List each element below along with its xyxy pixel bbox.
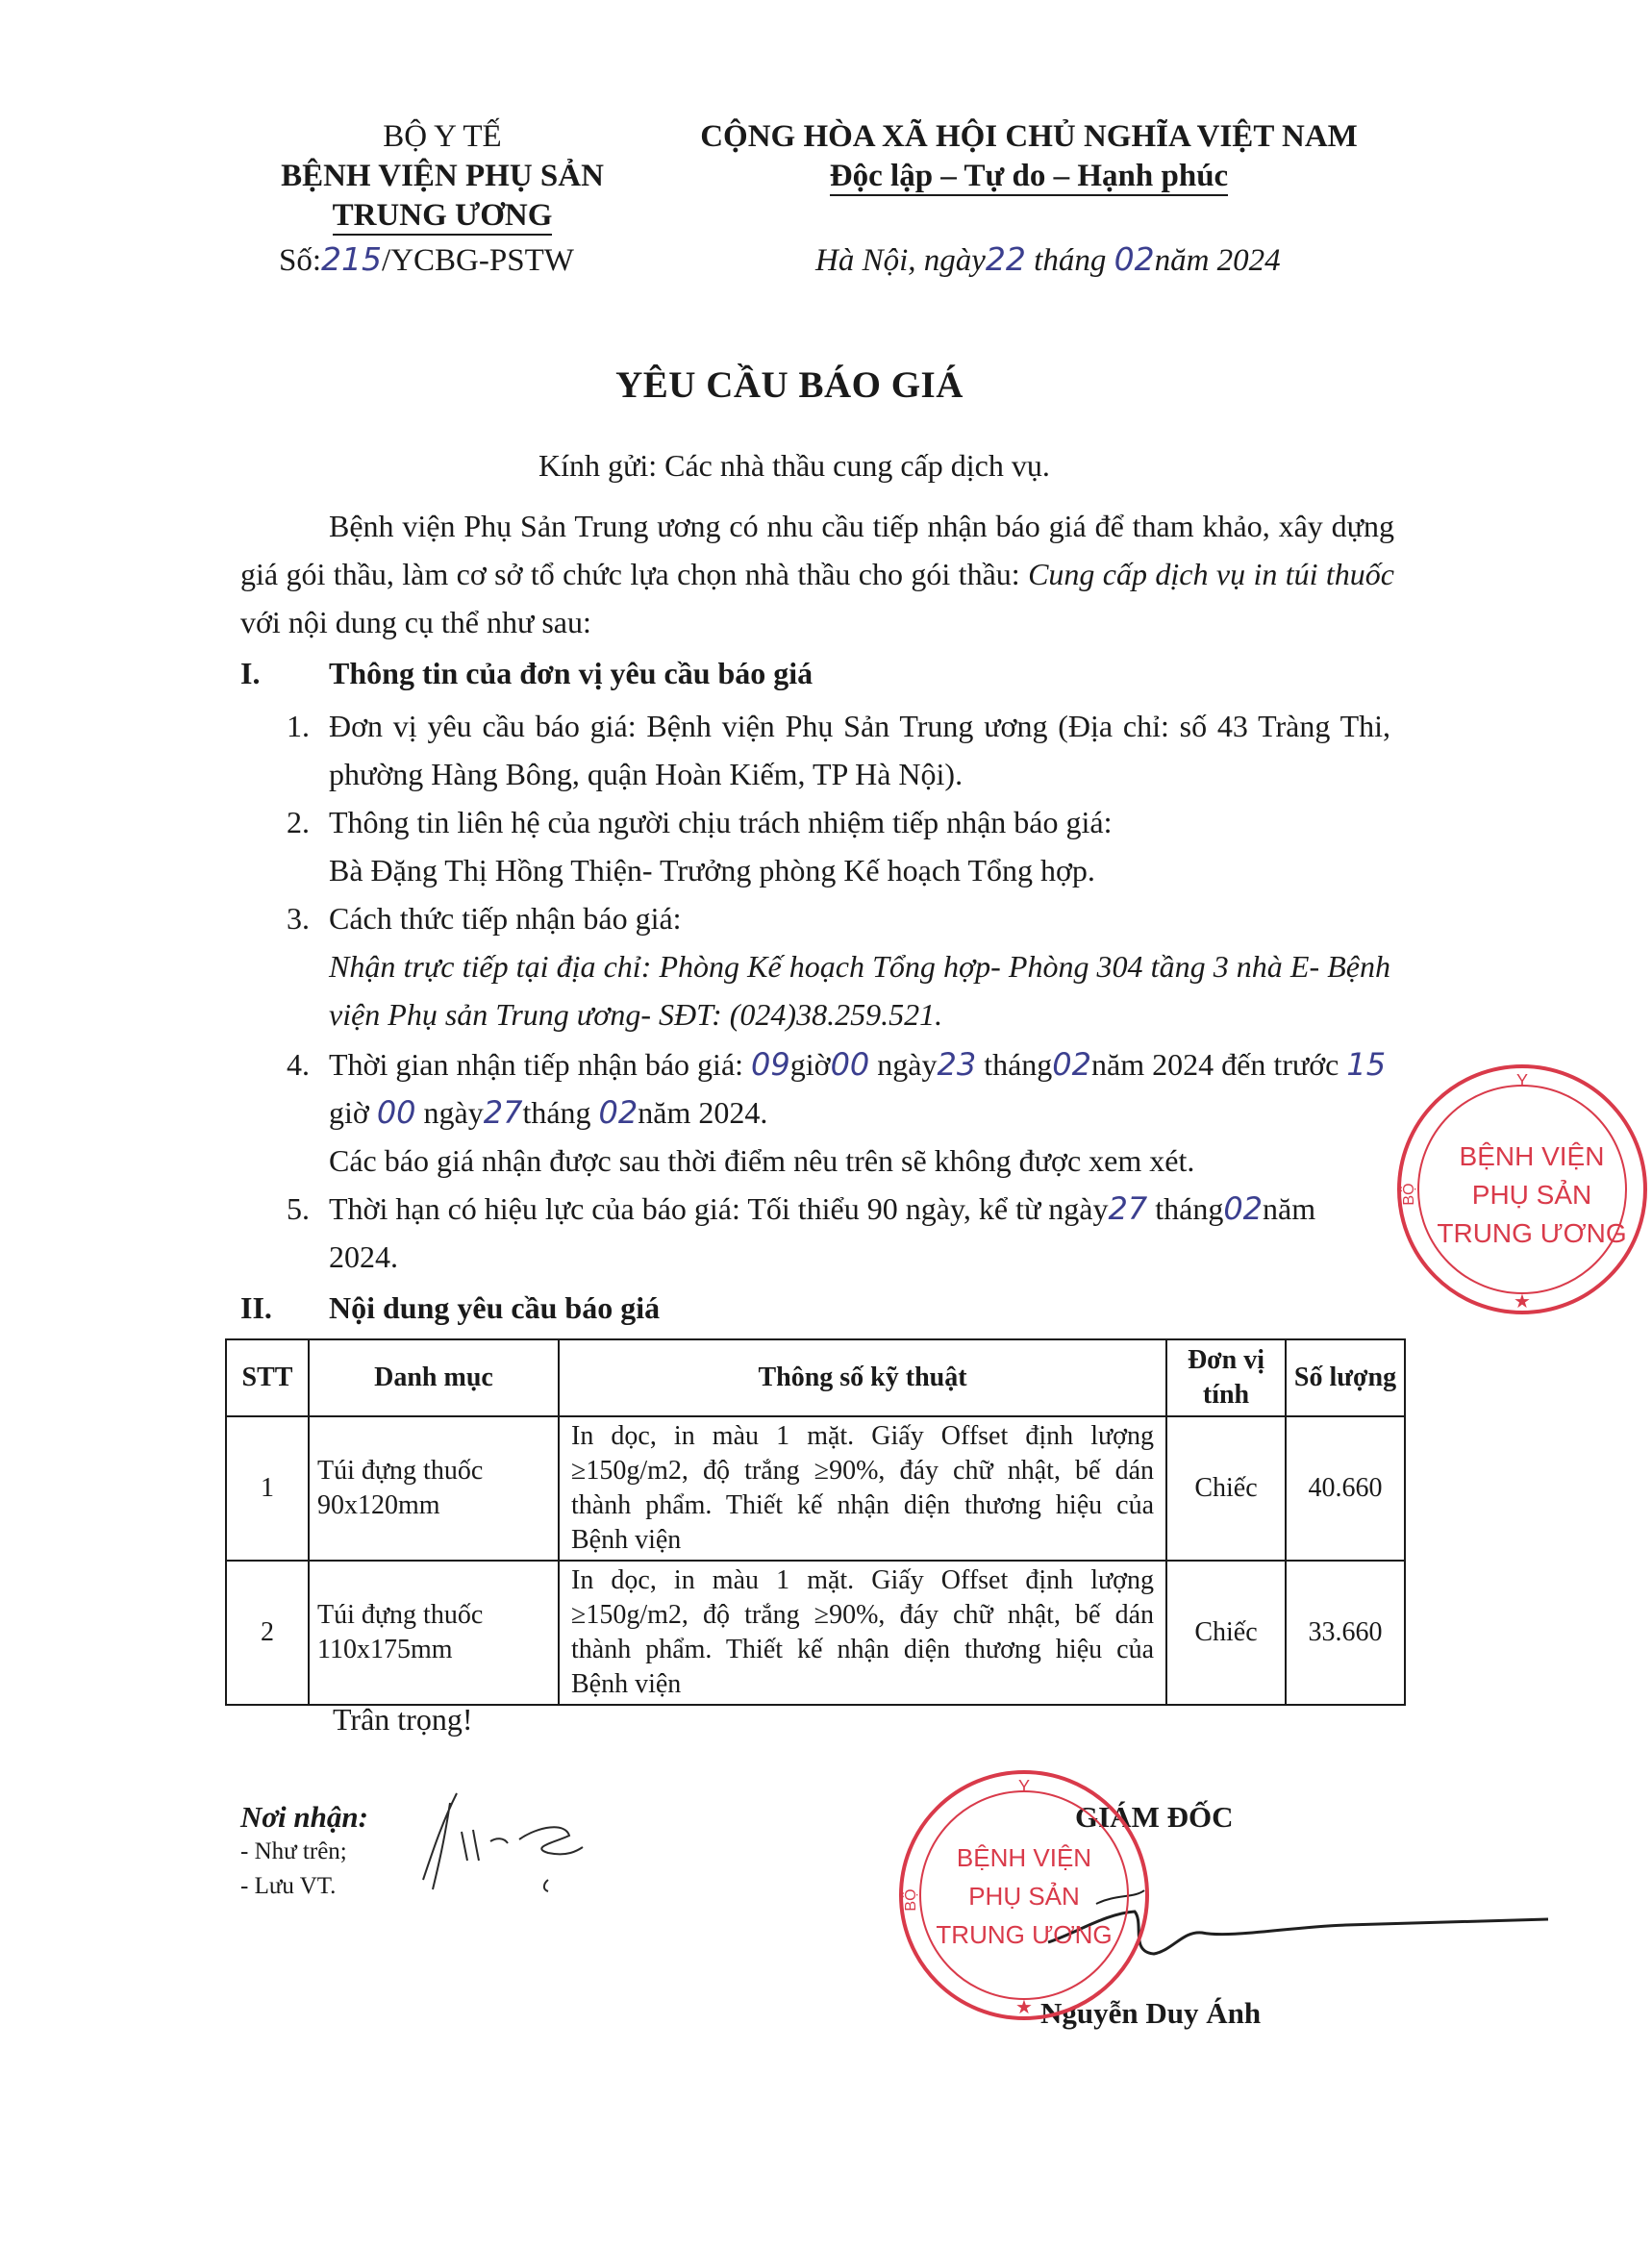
info-item-2 <box>240 798 1394 894</box>
cell-spec: In dọc, in màu 1 mặt. Giấy Offset định lượng ≥150g/m2, độ trắng ≥90%, đáy chữ nhật, bế dán thành phẩm. Thiết kế nhận diện thương hiệu của Bệnh viện <box>559 1561 1166 1705</box>
cell-stt: 1 <box>226 1416 309 1561</box>
section-1-number: I. <box>240 656 261 690</box>
document-title: YÊU CẦU BÁO GIÁ <box>615 364 964 406</box>
time-text: năm 2024 đến trước <box>1091 1047 1347 1082</box>
col-header-unit: Đơn vị tính <box>1166 1339 1286 1416</box>
item-number: 1. <box>287 709 310 743</box>
time-text: ngày <box>869 1047 938 1082</box>
validity-text: tháng <box>1147 1191 1224 1226</box>
item-text: Đơn vị yêu cầu báo giá: Bệnh viện Phụ Sản Trung ương (Địa chỉ: số 43 Tràng Thi, phường Hàng Bông, quận Hoàn Kiếm, TP Hà Nội). <box>329 709 1390 791</box>
info-item-4 <box>240 1040 1394 1185</box>
doc-number-handwritten: 215 <box>321 240 383 278</box>
cell-spec: In dọc, in màu 1 mặt. Giấy Offset định lượng ≥150g/m2, độ trắng ≥90%, đáy chữ nhật, bế dán thành phẩm. Thiết kế nhận diện thương hiệu của Bệnh viện <box>559 1416 1166 1561</box>
deadline-note: Các báo giá nhận được sau thời điểm nêu trên sẽ không được xem xét. <box>329 1143 1195 1178</box>
date-year: năm 2024 <box>1154 243 1281 278</box>
document-number <box>279 240 574 279</box>
official-seal <box>894 1765 1154 2025</box>
item-number: 4. <box>287 1047 310 1082</box>
seal-side-text: BỘ <box>1401 1183 1417 1206</box>
handwritten-hour: 09 <box>751 1046 790 1083</box>
reception-address: Nhận trực tiếp tại địa chỉ: Phòng Kế hoạch Tổng hợp- Phòng 304 tầng 3 nhà E- Bệnh viện Phụ sản Trung ương- SĐT: (024)38.259.521. <box>329 949 1390 1032</box>
package-name: Cung cấp dịch vụ in túi thuốc <box>1028 557 1395 591</box>
item-text: Thông tin liên hệ của người chịu trách nhiệm tiếp nhận báo giá: <box>329 805 1113 839</box>
seal-line-2: PHỤ SẢN <box>1471 1180 1592 1210</box>
table-row <box>226 1561 1405 1705</box>
initials-signature <box>404 1784 587 1899</box>
handwritten-day: 27 <box>1108 1190 1148 1227</box>
recipient-item: - Như trên; <box>240 1838 347 1864</box>
time-text: giờ <box>789 1047 831 1082</box>
salutation: Kính gửi: Các nhà thầu cung cấp dịch vụ. <box>538 448 1050 483</box>
handwritten-day: 23 <box>937 1046 977 1083</box>
item-text: Cách thức tiếp nhận báo giá: <box>329 901 682 936</box>
cell-item <box>309 1416 559 1561</box>
handwritten-month: 02 <box>598 1094 638 1131</box>
handwritten-minute: 00 <box>376 1094 416 1131</box>
cell-unit: Chiếc <box>1166 1416 1286 1561</box>
quote-request-table <box>225 1338 1406 1706</box>
validity-text: Thời hạn có hiệu lực của báo giá: Tối thiểu 90 ngày, kể từ ngày <box>329 1191 1109 1226</box>
director-name: Nguyễn Duy Ánh <box>1040 1996 1262 2030</box>
date-month-label: tháng <box>1034 243 1107 278</box>
seal-line-1: BỆNH VIỆN <box>956 1843 1092 1872</box>
intro-paragraph <box>240 502 1394 646</box>
col-header-spec: Thông số kỹ thuật <box>559 1339 1166 1416</box>
seal-star: ★ <box>1514 1289 1531 1312</box>
handwritten-month: 02 <box>1052 1046 1092 1083</box>
item-number: 2. <box>287 805 310 839</box>
seal-star: ★ <box>1015 1995 1033 2018</box>
date-month-handwritten: 02 <box>1114 240 1155 278</box>
section-2-heading <box>240 1290 1394 1338</box>
recipient-item: - Lưu VT. <box>240 1873 337 1899</box>
time-text: năm 2024. <box>638 1095 768 1130</box>
hospital-name-line2: TRUNG ƯƠNG <box>333 198 553 236</box>
date-place-label: Hà Nội, ngày <box>815 243 986 278</box>
table-header-row <box>226 1339 1405 1416</box>
issuer-block <box>231 117 654 236</box>
reception-time <box>329 1040 1390 1137</box>
director-title: GIÁM ĐỐC <box>1075 1800 1234 1834</box>
section-2-title: Nội dung yêu cầu báo giá <box>329 1290 661 1325</box>
time-text: giờ <box>329 1095 377 1130</box>
table-row <box>226 1416 1405 1561</box>
contact-person: Bà Đặng Thị Hồng Thiện- Trưởng phòng Kế hoạch Tổng hợp. <box>329 853 1095 888</box>
section-1-heading <box>240 656 1394 704</box>
item-number: 5. <box>287 1191 310 1226</box>
col-header-item: Danh mục <box>309 1339 559 1416</box>
cell-item <box>309 1561 559 1705</box>
item-size: 90x120mm <box>317 1490 440 1520</box>
col-header-stt: STT <box>226 1339 309 1416</box>
country-name: CỘNG HÒA XÃ HỘI CHỦ NGHĨA VIỆT NAM <box>700 119 1358 154</box>
time-text: tháng <box>976 1047 1053 1082</box>
time-text: tháng <box>522 1095 599 1130</box>
item-name: Túi đựng thuốc <box>317 1600 484 1630</box>
intro-text: Bệnh viện Phụ Sản Trung ương có nhu cầu tiếp nhận báo giá để tham khảo, xây dựng giá gói thầu, làm cơ sở tổ chức lựa chọn nhà thầu cho gói thầu: <box>240 509 1394 591</box>
seal-line-1: BỆNH VIỆN <box>1459 1141 1605 1171</box>
info-item-5 <box>240 1185 1394 1281</box>
date-day-handwritten: 22 <box>985 240 1026 278</box>
cell-qty: 40.660 <box>1286 1416 1405 1561</box>
seal-side-text: BỘ <box>903 1888 919 1912</box>
seal-line-2: PHỤ SẢN <box>968 1882 1080 1911</box>
validity-period <box>329 1185 1390 1281</box>
seal-line-3: TRUNG ƯƠNG <box>936 1920 1113 1949</box>
info-item-3 <box>240 894 1394 1038</box>
national-header <box>654 117 1404 196</box>
intro-tail: với nội dung cụ thể như sau: <box>240 605 591 639</box>
handwritten-month: 02 <box>1223 1190 1264 1227</box>
doc-number-prefix: Số: <box>279 243 322 278</box>
time-text: ngày <box>415 1095 484 1130</box>
handwritten-day: 27 <box>483 1094 523 1131</box>
section-2-number: II. <box>240 1290 272 1325</box>
recipients-label: Nơi nhận: <box>240 1800 368 1834</box>
col-header-qty: Số lượng <box>1286 1339 1405 1416</box>
item-name: Túi đựng thuốc <box>317 1456 484 1486</box>
cell-unit: Chiếc <box>1166 1561 1286 1705</box>
seal-top-letter: Y <box>1017 1777 1031 1796</box>
national-motto: Độc lập – Tự do – Hạnh phúc <box>830 159 1228 196</box>
item-size: 110x175mm <box>317 1635 453 1664</box>
info-item-1 <box>240 702 1394 798</box>
seal-line-3: TRUNG ƯƠNG <box>1437 1218 1627 1248</box>
item-number: 3. <box>287 901 310 936</box>
seal-top-letter: Y <box>1515 1071 1529 1090</box>
ministry-name: BỘ Y TẾ <box>383 119 502 154</box>
closing-remark: Trân trọng! <box>333 1702 473 1737</box>
time-text: Thời gian nhận tiếp nhận báo giá: <box>329 1047 752 1082</box>
cell-qty: 33.660 <box>1286 1561 1405 1705</box>
hospital-name-line1: BỆNH VIỆN PHỤ SẢN <box>281 159 604 193</box>
seal-ring <box>894 1765 1154 2025</box>
edge-seal-ring <box>1392 1060 1652 1319</box>
cell-stt: 2 <box>226 1561 309 1705</box>
section-1-title: Thông tin của đơn vị yêu cầu báo giá <box>329 656 813 690</box>
place-date <box>815 240 1281 279</box>
doc-number-suffix: /YCBG-PSTW <box>382 243 574 278</box>
validity-text: năm 2024. <box>329 1191 1316 1274</box>
handwritten-minute: 00 <box>830 1046 870 1083</box>
edge-seal <box>1392 1048 1627 1337</box>
recipients-block <box>240 1800 368 1904</box>
handwritten-hour: 15 <box>1346 1046 1387 1083</box>
